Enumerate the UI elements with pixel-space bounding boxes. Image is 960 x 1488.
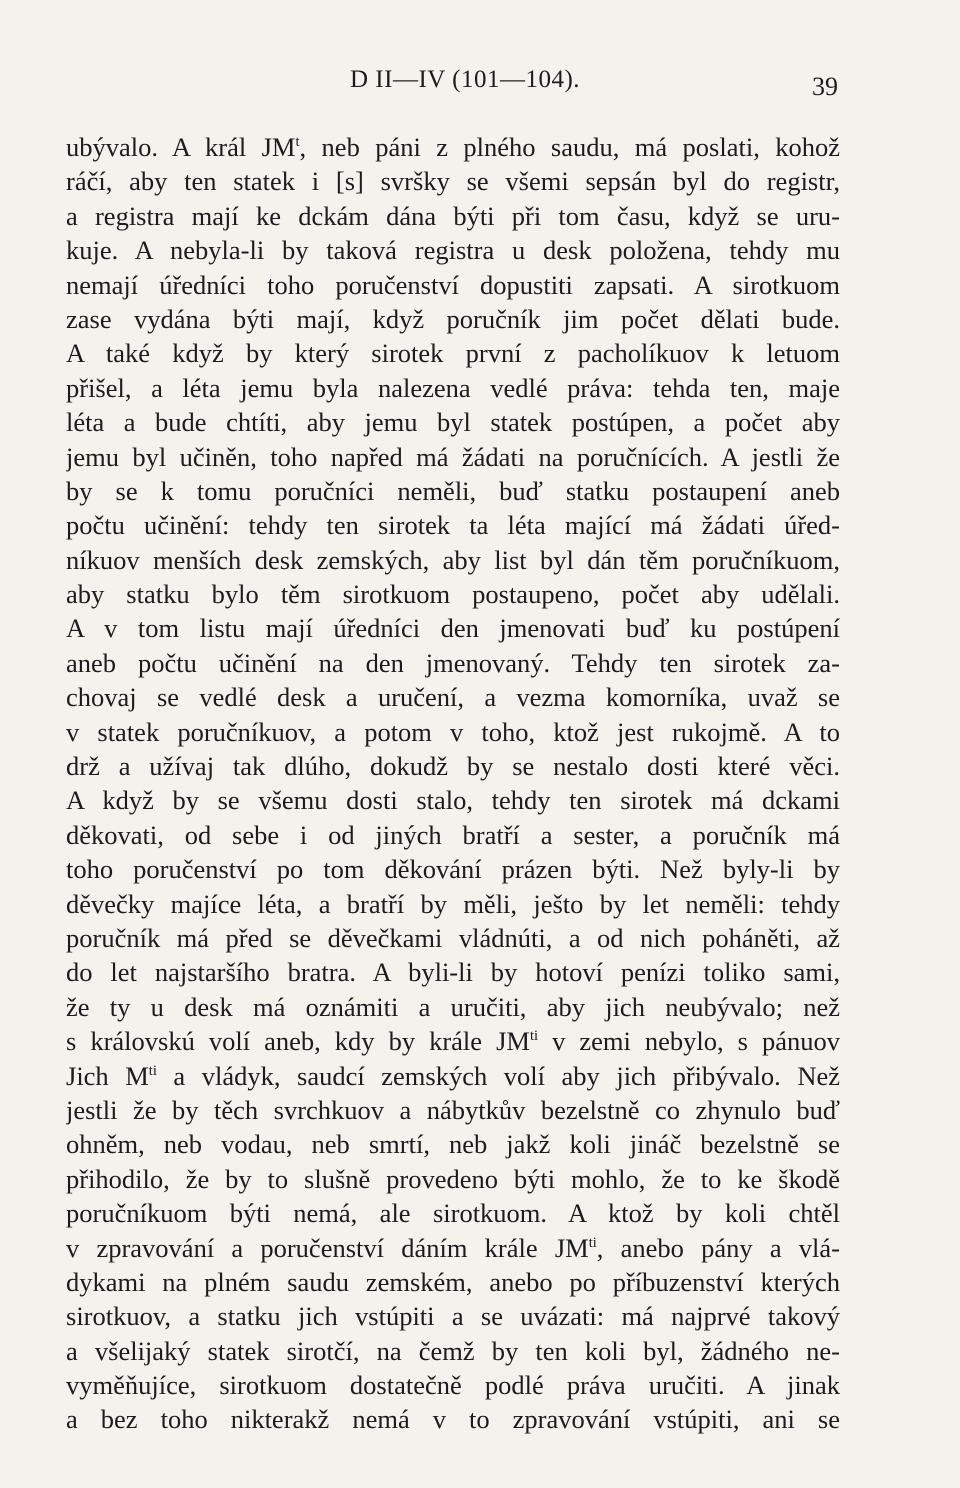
text-line: drž a užívaj tak dlúho, dokudž by se nestalo dosti které věci. — [66, 751, 840, 782]
running-title: D II—IV (101—104). — [350, 66, 581, 93]
text-line: nemají úředníci toho poručenství dopustiti zapsati. A sirotkuom — [66, 269, 840, 300]
text-line: A také když by který sirotek první z pacholíkuov k letuom — [66, 338, 840, 369]
text-line: sirotkuov, a statku jich vstúpiti a se uvázati: má najprvé takový — [66, 1301, 840, 1332]
text-line: vyměňujíce, sirotkuom dostatečně podlé práva uručiti. A jinak — [66, 1370, 840, 1401]
text-line: zase vydána býti mají, když poručník jim počet dělati bude. — [66, 303, 840, 334]
text-line: ráčí, aby ten statek i [s] svršky se všemi sepsán byl do registr, — [66, 166, 840, 197]
text-line: že ty u desk má oznámiti a uručiti, aby jich neubývalo; než — [66, 991, 840, 1022]
text-line: chovaj se vedlé desk a uručení, a vezma komorníka, uvaž se — [66, 682, 840, 713]
text-line: počtu učinění: tehdy ten sirotek ta léta mající má žádati úřed- — [66, 510, 840, 541]
text-line: a všelijaký statek sirotčí, na čemž by ten koli byl, žádného ne- — [66, 1335, 840, 1366]
text-line: přihodilo, že by to slušně provedeno býti mohlo, že to ke škodě — [66, 1163, 840, 1194]
text-line: níkuov menších desk zemských, aby list byl dán těm poručníkuom, — [66, 544, 840, 575]
text-line: a bez toho nikterakž nemá v to zpravování vstúpiti, ani se — [66, 1404, 840, 1435]
text-line: s královskú volí aneb, kdy by krále $JM^{ti}$ v zemi nebylo, s pánuov — [66, 1026, 840, 1057]
text-line: děkovati, od sebe i od jiných bratří a sester, a poručník má — [66, 819, 840, 850]
text-line: kuje. A nebyla-li by taková registra u desk položena, tehdy mu — [66, 235, 840, 266]
text-line: A v tom listu mají úředníci den jmenovati buď ku postúpení — [66, 613, 840, 644]
text-line: do let najstaršího bratra. A byli-li by hotoví penízi toliko sami, — [66, 957, 840, 988]
text-line: aneb počtu učinění na den jmenovaný. Tehdy ten sirotek za- — [66, 647, 840, 678]
text-line: ubývalo. A král $JM^t$, neb páni z plného saudu, má poslati, kohož — [66, 132, 840, 162]
running-head — [0, 66, 960, 102]
text-line: v zpravování a poručenství dáním krále $JM^{ti}$, anebo pány a vlá- — [66, 1232, 840, 1263]
text-line: léta a bude chtíti, aby jemu byl statek postúpen, a počet aby — [66, 407, 840, 438]
text-line: aby statku bylo těm sirotkuom postaupeno, počet aby udělali. — [66, 579, 840, 610]
text-line: Jich $M^{ti}$ a vládyk, saudcí zemských volí aby jich přibývalo. Než — [66, 1060, 840, 1091]
text-line: toho poručenství po tom děkování prázen býti. Než byly-li by — [66, 854, 840, 885]
text-line: A když by se všemu dosti stalo, tehdy ten sirotek má dckami — [66, 785, 840, 816]
text-line: by se k tomu poručníci neměli, buď statku postaupení aneb — [66, 475, 840, 506]
text-line: děvečky majíce léta, a bratří by měli, ješto by let neměli: tehdy — [66, 888, 840, 919]
text-line: jestli že by těch svrchkuov a nábytkův bezelstně co zhynulo buď — [66, 1094, 840, 1125]
text-line: poručníkuom býti nemá, ale sirotkuom. A ktož by koli chtěl — [66, 1198, 840, 1229]
text-line: a registra mají ke dckám dána býti při tom času, když se uru- — [66, 200, 840, 231]
text-line: jemu byl učiněn, toho napřed má žádati na poručnících. A jestli že — [66, 441, 840, 472]
text-line: poručník má před se děvečkami vládnúti, a od nich poháněti, až — [66, 922, 840, 953]
page-number: 39 — [812, 72, 838, 101]
text-line: dykami na plném saudu zemském, anebo po příbuzenství kterých — [66, 1266, 840, 1297]
text-line: ohněm, neb vodau, neb smrtí, neb jakž koli jináč bezelstně se — [66, 1129, 840, 1160]
text-line: v statek poručníkuov, a potom v toho, ktož jest rukojmě. A to — [66, 716, 840, 747]
text-line: přišel, a léta jemu byla nalezena vedlé práva: tehda ten, maje — [66, 372, 840, 403]
body-text — [66, 130, 840, 1437]
